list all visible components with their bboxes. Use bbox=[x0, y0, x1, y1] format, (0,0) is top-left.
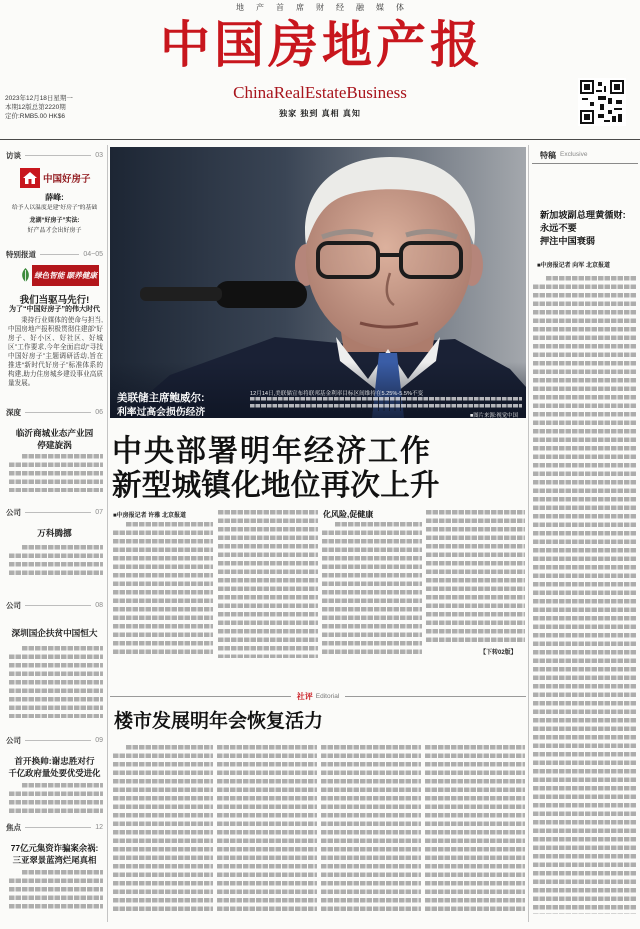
section-rule bbox=[25, 605, 91, 606]
editorial-rule-right bbox=[345, 696, 526, 697]
section-page: 03 bbox=[95, 151, 103, 159]
section-rule bbox=[25, 740, 91, 741]
issue-number: 本期12版总第2220期 bbox=[5, 104, 66, 111]
interview-name: 薛峰: bbox=[45, 193, 64, 202]
focus-headline-2: 三亚翠景蓝湾烂尾真相 bbox=[12, 855, 97, 865]
section-label: 公司 bbox=[6, 507, 21, 517]
exclusive-byline: ■中房报记者 向军 北京报道 bbox=[537, 263, 610, 269]
special-report-banner: 绿色智能 颐养健康 bbox=[32, 265, 99, 286]
focus-body-text bbox=[9, 870, 103, 912]
section-header-company-07 bbox=[6, 507, 103, 517]
leaf-icon bbox=[20, 267, 31, 283]
company-08-body-text bbox=[9, 646, 103, 718]
logo-text: 中国好房子 bbox=[43, 173, 91, 185]
section-label: 公司 bbox=[6, 600, 21, 610]
section-page: 08 bbox=[95, 601, 103, 609]
exclusive-headline-1: 新加坡副总理黄循财: bbox=[540, 210, 626, 220]
editorial-header bbox=[110, 690, 526, 702]
editorial-body-column-4 bbox=[425, 745, 525, 915]
masthead-title: 中国房地产报 bbox=[160, 17, 484, 73]
section-header-interview bbox=[6, 150, 103, 160]
section-page: 04~05 bbox=[83, 250, 103, 258]
section-rule bbox=[40, 254, 79, 255]
photo-credit: ■图片来源:视觉中国 bbox=[470, 413, 518, 419]
company-07-body-text bbox=[9, 545, 103, 579]
left-column-divider bbox=[107, 145, 108, 922]
lead-body-column-3 bbox=[322, 522, 422, 658]
masthead-slogan: 地产首席财经融媒体 bbox=[236, 3, 416, 12]
section-rule bbox=[25, 412, 91, 413]
masthead-rule bbox=[0, 139, 640, 140]
company-07-headline: 万科腾挪 bbox=[37, 528, 72, 538]
section-label: 深度 bbox=[6, 407, 21, 417]
issue-date: 2023年12月18日星期一 bbox=[5, 95, 73, 102]
masthead-subtitle: ChinaRealEstateBusiness bbox=[233, 83, 407, 102]
exclusive-body-text bbox=[533, 276, 637, 914]
special-report-summary: 秉持行业媒体的使命与担当,中国房地产报积极贯彻住建部“好房子、好小区、好社区、好城区”工作要求,今年全面启动“寻找中国好房子”主题调研活动,旨在推进“新时代好房子”标准体系的构建,助力住房城乡建设事业高质量发展。 bbox=[8, 317, 103, 387]
editorial-label-en: Editorial bbox=[315, 692, 340, 700]
interview-quote: 给予人以温度是建“好房子”的基础 bbox=[11, 205, 98, 211]
company-09-headline-1: 首开换帅:谢忠胜对行 bbox=[14, 756, 95, 766]
special-report-headline-2: 为了“中国好房子”的伟大时代 bbox=[9, 306, 100, 313]
company-09-headline-2: 千亿政府量处要优受进化 bbox=[8, 768, 101, 778]
section-rule bbox=[25, 155, 91, 156]
good-house-logo bbox=[20, 167, 91, 188]
exclusive-rule bbox=[532, 163, 638, 164]
interview-item2-title: 龙湖“好房子”实法: bbox=[29, 218, 80, 224]
exclusive-label: 特稿 bbox=[540, 151, 556, 160]
depth-headline-2: 停建旋涡 bbox=[37, 440, 72, 450]
section-header-company-09 bbox=[6, 735, 103, 745]
right-column-divider bbox=[528, 145, 529, 922]
photo-caption-text: 12月14日,美联储宣布将联邦基金利率目标区间维持在5.25%-5.5%不变 bbox=[250, 391, 424, 397]
depth-headline-1: 临沂商城业态产业园 bbox=[15, 428, 94, 438]
qr-code-icon bbox=[578, 78, 626, 126]
editorial-headline: 楼市发展明年会恢复活力 bbox=[114, 711, 324, 732]
section-header-company-08 bbox=[6, 600, 103, 610]
lead-headline-1: 中央部署明年经济工作 bbox=[112, 435, 432, 468]
section-header-focus bbox=[6, 822, 103, 832]
focus-headline-1: 77亿元集资诈骗案余祸: bbox=[10, 843, 99, 853]
section-rule bbox=[25, 512, 91, 513]
editorial-rule-left bbox=[110, 696, 291, 697]
company-08-headline: 深圳国企扶贫中国恒大 bbox=[11, 628, 98, 638]
section-header-depth bbox=[6, 407, 103, 417]
lead-headline-2: 新型城镇化地位再次上升 bbox=[112, 470, 440, 502]
issue-price: 定价:RMB5.00 HK$6 bbox=[5, 113, 65, 120]
lead-photo bbox=[110, 147, 526, 418]
section-page: 06 bbox=[95, 408, 103, 416]
lead-subhead: 化风险,促健康 bbox=[323, 510, 374, 519]
section-label: 焦点 bbox=[6, 822, 21, 832]
lead-byline: ■中房报记者 许雅 北京报道 bbox=[113, 513, 186, 519]
editorial-body-column-2 bbox=[217, 745, 317, 915]
interview-item2-subtitle: 好产品才会出好房子 bbox=[27, 228, 82, 234]
photo-caption-title: 美联储主席鲍威尔: bbox=[117, 392, 205, 404]
lead-jump-line: 【下转02版】 bbox=[480, 650, 517, 656]
section-page: 09 bbox=[95, 736, 103, 744]
section-page: 07 bbox=[95, 508, 103, 516]
issue-info bbox=[5, 94, 73, 121]
lead-body-column-2 bbox=[218, 510, 318, 658]
editorial-label: 社评 bbox=[296, 691, 313, 701]
section-label: 公司 bbox=[6, 735, 21, 745]
exclusive-headline-2: 永远不要 bbox=[540, 223, 577, 233]
photo-caption-subtitle: 利率过高会损伤经济 bbox=[117, 407, 206, 418]
depth-body-text bbox=[9, 454, 103, 492]
exclusive-headline-3: 押注中国衰弱 bbox=[540, 236, 596, 246]
house-icon bbox=[20, 168, 40, 188]
section-rule bbox=[25, 827, 91, 828]
editorial-body-column-3 bbox=[321, 745, 421, 915]
masthead-motto: 独家 独到 真相 真知 bbox=[279, 109, 361, 118]
section-label: 特别报道 bbox=[6, 249, 36, 259]
lead-body-column-4 bbox=[426, 510, 525, 646]
exclusive-label-en: Exclusive bbox=[560, 151, 588, 158]
editorial-body-column-1 bbox=[113, 745, 213, 915]
lead-body-column-1 bbox=[113, 522, 213, 658]
section-page: 12 bbox=[95, 823, 103, 831]
section-header-special-report bbox=[6, 249, 103, 259]
photo-caption-text-lines bbox=[250, 397, 522, 411]
special-report-headline-1: 我们当驱马先行! bbox=[19, 295, 90, 306]
section-label: 访谈 bbox=[6, 150, 21, 160]
company-09-body-text bbox=[9, 783, 103, 813]
